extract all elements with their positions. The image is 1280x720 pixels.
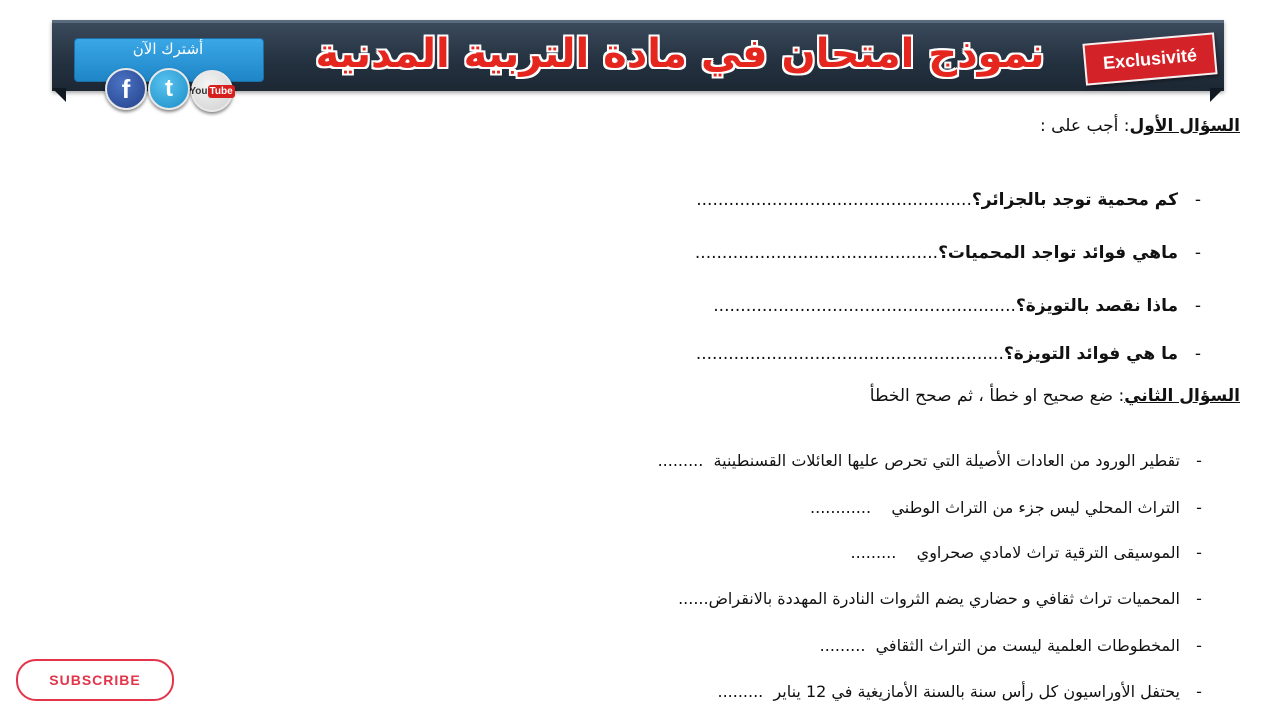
question1-item-text: ما هي فوائد التويزة؟ <box>1003 344 1178 364</box>
answer-dots: ......... <box>657 451 704 470</box>
subscribe-button[interactable] <box>16 659 174 701</box>
list-item: -ماهي فوائد تواجد المحميات؟............................................. <box>694 243 1202 263</box>
answer-dots: ............ <box>810 498 872 517</box>
exclusive-badge-label: Exclusivité <box>1102 44 1198 73</box>
subscribe-now-label: أشترك الآن <box>132 40 204 58</box>
twitter-icon[interactable]: t <box>148 68 190 110</box>
list-item: -كم محمية توجد بالجزائر؟................................................... <box>696 190 1202 210</box>
youtube-icon[interactable]: You Tube <box>191 70 233 112</box>
answer-dots: ................................................... <box>696 190 972 210</box>
question2-item-text: يحتفل الأوراسيون كل رأس سنة بالسنة الأمازيغية في 12 يناير <box>773 682 1180 701</box>
question2-heading <box>870 386 1240 406</box>
list-item: -التراث المحلي ليس جزء من التراث الوطني ............ <box>810 498 1202 517</box>
question1-item-text: ماهي فوائد تواجد المحميات؟ <box>938 243 1178 263</box>
question1-item-text: كم محمية توجد بالجزائر؟ <box>971 190 1178 210</box>
question2-label: السؤال الثاني <box>1124 386 1240 406</box>
answer-dots: ......... <box>717 682 764 701</box>
question2-item-text: تقطير الورود من العادات الأصيلة التي تحرص عليها العائلات القسنطينية <box>713 451 1180 470</box>
answer-dots: ...... <box>678 589 709 608</box>
list-item: -المحميات تراث ثقافي و حضاري يضم الثروات النادرة المهددة بالانقراض...... <box>678 589 1202 608</box>
answer-dots: ......................................................... <box>695 344 1004 364</box>
page-title: نموذج امتحان في مادة التربية المدنية <box>315 31 1045 77</box>
list-item: -المخطوطات العلمية ليست من التراث الثقافي ......... <box>819 636 1202 655</box>
question1-heading <box>1040 116 1240 136</box>
list-item: -تقطير الورود من العادات الأصيلة التي تحرص عليها العائلات القسنطينية ......... <box>657 451 1202 470</box>
list-item: -يحتفل الأوراسيون كل رأس سنة بالسنة الأمازيغية في 12 يناير ......... <box>717 682 1202 701</box>
answer-dots: ......... <box>819 636 866 655</box>
question2-item-text: الموسيقى الترقية تراث لامادي صحراوي <box>916 543 1180 562</box>
list-item: -ماذا نقصد بالتويزة؟........................................................ <box>713 296 1202 316</box>
subscribe-button-label: SUBSCRIBE <box>49 672 141 688</box>
question2-item-text: المحميات تراث ثقافي و حضاري يضم الثروات النادرة المهددة بالانقراض <box>708 589 1180 608</box>
list-item: -الموسيقى الترقية تراث لامادي صحراوي ......... <box>850 543 1202 562</box>
question2-item-text: التراث المحلي ليس جزء من التراث الوطني <box>891 498 1180 517</box>
question2-instruction: : ضع صحيح او خطأ ، ثم صحح الخطأ <box>869 386 1125 406</box>
question1-label: السؤال الأول <box>1129 116 1240 136</box>
question2-item-text: المخطوطات العلمية ليست من التراث الثقافي <box>875 636 1180 655</box>
answer-dots: ........................................................ <box>713 296 1016 316</box>
question1-instruction: : أجب على : <box>1039 116 1130 136</box>
list-item: -ما هي فوائد التويزة؟......................................................... <box>695 344 1202 364</box>
answer-dots: ............................................. <box>694 243 939 263</box>
facebook-icon[interactable]: f <box>105 68 147 110</box>
answer-dots: ......... <box>850 543 897 562</box>
question1-item-text: ماذا نقصد بالتويزة؟ <box>1015 296 1178 316</box>
